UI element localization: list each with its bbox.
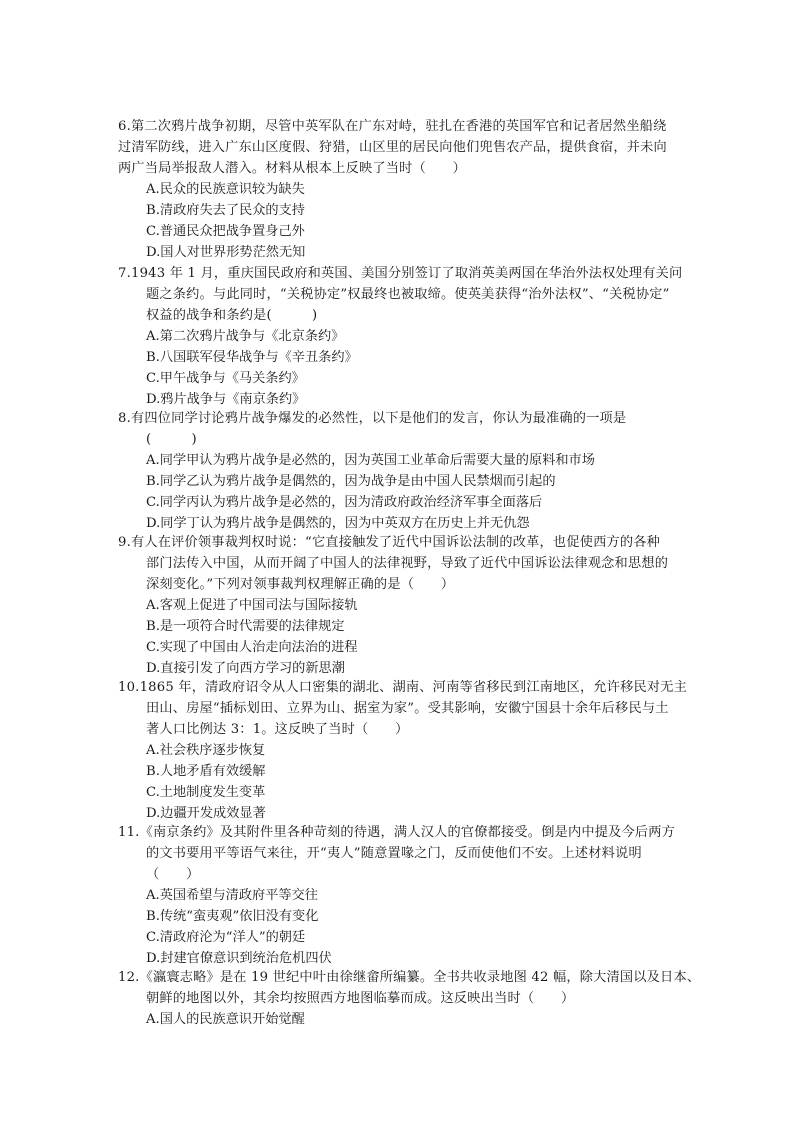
stem-line: ( ) [146,432,197,447]
option-c: C.实现了中国由人治走向法治的进程 [146,640,358,655]
stem-line: 过清军防线，进入广东山区度假、狩猎，山区里的居民向他们兜售农产品，提供食宿，并未向 [118,140,667,155]
option-b: B.八国联军侵华战争与《辛丑条约》 [146,350,358,365]
option-d: D.直接引发了向西方学习的新思潮 [146,661,345,676]
question-stem [118,822,704,885]
option-c: C.普通民众把战争置身己外 [146,224,305,239]
stem-line: 田山、房屋“插标划田、立界为山、据室为家”。受其影响，安徽宁国县十余年后移民与土 [146,701,669,716]
stem-line: 8.有四位同学讨论鸦片战争爆发的必然性，以下是他们的发言，你认为最准确的一项是 [118,411,627,426]
option-c: C.甲午战争与《马关条约》 [146,371,305,386]
question-12 [118,967,704,1030]
option-d: D.边疆开发成效显著 [146,806,266,821]
option-c: C.同学丙认为鸦片战争是必然的，因为清政府政治经济军事全面落后 [146,495,543,510]
question-7 [118,263,704,410]
stem-line: 深刻变化。”下列对领事裁判权理解正确的是（ ） [146,577,455,592]
option-d: D.鸦片战争与《南京条约》 [146,392,306,407]
stem-line: 7.1943 年 1 月，重庆国民政府和英国、美国分别签订了取消英美两国在华治外法权处理有关问 [118,266,683,281]
option-c: C.清政府沦为“洋人”的朝廷 [146,930,306,945]
option-b: B.传统“蛮夷观”依旧没有变化 [146,909,319,924]
stem-line: （ ） [146,867,200,882]
option-a: A.同学甲认为鸦片战争是必然的，因为英国工业革命后需要大量的原料和市场 [146,453,595,468]
stem-line: 权益的战争和条约是( ) [146,308,318,323]
question-10 [118,677,704,824]
option-a: A.社会秩序逐步恢复 [146,743,266,758]
stem-line: 著人口比例达 3：1。这反映了当时（ ） [146,722,409,737]
question-stem [118,677,704,740]
option-d: D.同学丁认为鸦片战争是偶然的，因为中英双方在历史上并无仇怨 [146,516,530,531]
stem-line: 10.1865 年，清政府诏令从人口密集的湖北、湖南、河南等省移民到江南地区，允许移民对无主 [118,680,688,695]
stem-line: 12.《瀛寰志略》是在 19 世纪中叶由徐继畲所编纂。全书共收录地图 42 幅，除大清国以及日本、 [118,970,701,985]
question-stem [118,967,704,1009]
option-d: D.封建官僚意识到统治危机四伏 [146,951,332,966]
question-11 [118,822,704,969]
option-b: B.人地矛盾有效缓解 [146,764,266,779]
stem-line: 两广当局举报敌人潜入。材料从根本上反映了当时（ ） [118,161,467,176]
question-stem [118,263,704,326]
option-a: A.英国希望与清政府平等交往 [146,888,318,903]
question-stem [118,532,704,595]
option-b: B.是一项符合时代需要的法律规定 [146,619,345,634]
question-stem [118,408,704,450]
stem-line: 9.有人在评价领事裁判权时说：“它直接触发了近代中国诉讼法制的改革，也促使西方的各种 [118,535,661,550]
stem-line: 题之条约。与此同时，“关税协定”权最终也被取缔。使英美获得“治外法权”、“关税协定” [146,287,670,302]
option-b: B.同学乙认为鸦片战争是偶然的，因为战争是由中国人民禁烟而引起的 [146,474,556,489]
option-d: D.国人对世界形势茫然无知 [146,245,306,260]
stem-line: 11.《南京条约》及其附件里各种苛刻的待遇，满人汉人的官僚都接受。倒是内中提及今后两方 [118,825,676,840]
stem-line: 的文书要用平等语气来往，开“夷人”随意置喙之门，反而使他们不安。上述材料说明 [146,846,642,861]
stem-line: 部门法传入中国，从而开阔了中国人的法律视野，导致了近代中国诉讼法律观念和思想的 [146,556,669,571]
question-stem [118,116,704,179]
question-6 [118,116,704,263]
option-a: A.民众的民族意识较为缺失 [146,182,305,197]
option-a: A.第二次鸦片战争与《北京条约》 [146,329,345,344]
stem-line: 6.第二次鸦片战争初期，尽管中英军队在广东对峙，驻扎在香港的英国军官和记者居然坐船绕 [118,119,667,134]
option-a: A.客观上促进了中国司法与国际接轨 [146,598,358,613]
question-9 [118,532,704,679]
option-c: C.土地制度发生变革 [146,785,266,800]
option-b: B.清政府失去了民众的支持 [146,203,305,218]
question-8 [118,408,704,534]
stem-line: 朝鲜的地图以外，其余均按照西方地图临摹而成。这反映出当时（ ） [146,991,575,1006]
option-a: A.国人的民族意识开始觉醒 [146,1012,305,1027]
